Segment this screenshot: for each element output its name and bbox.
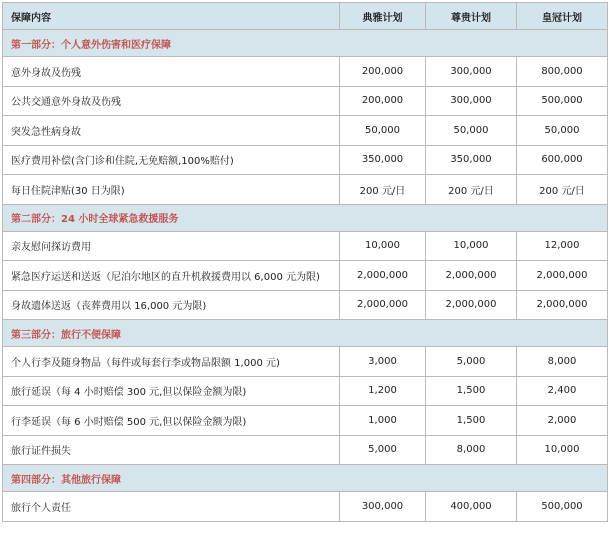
table-row [3, 261, 608, 291]
header-plan-premium: 尊贵计划 [426, 3, 517, 30]
table-row [3, 145, 608, 175]
elegant-plan-value: 350,000 [340, 145, 426, 175]
crown-plan-value: 500,000 [517, 86, 608, 116]
section-header-row [3, 30, 608, 57]
table-row [3, 492, 608, 522]
table-row [3, 347, 608, 377]
premium-plan-value: 1,500 [426, 406, 517, 436]
section-header-row [3, 320, 608, 347]
premium-plan-value: 350,000 [426, 145, 517, 175]
crown-plan-value: 2,400 [517, 376, 608, 406]
insurance-coverage-table-container [2, 2, 607, 548]
elegant-plan-value: 2,000,000 [340, 261, 426, 291]
premium-plan-value: 300,000 [426, 86, 517, 116]
crown-plan-value: 10,000 [517, 435, 608, 465]
elegant-plan-value: 300,000 [340, 492, 426, 522]
coverage-item-cell: 旅行个人责任 [3, 492, 340, 522]
insurance-coverage-table [2, 2, 608, 522]
coverage-item-cell: 身故遗体送返（丧葬费用以 16,000 元为限) [3, 290, 340, 320]
crown-plan-value: 600,000 [517, 145, 608, 175]
elegant-plan-value: 1,200 [340, 376, 426, 406]
elegant-plan-value: 50,000 [340, 116, 426, 146]
coverage-item-cell: 紧急医疗运送和送返（尼泊尔地区的直升机救援费用以 6,000 元为限) [3, 261, 340, 291]
table-row [3, 116, 608, 146]
crown-plan-value: 800,000 [517, 57, 608, 87]
table-header-row [3, 3, 608, 30]
section-title: 第三部分：旅行不便保障 [3, 320, 608, 347]
table-row [3, 376, 608, 406]
section-title: 第二部分：24 小时全球紧急救援服务 [3, 204, 608, 231]
table-row [3, 406, 608, 436]
table-row [3, 57, 608, 87]
elegant-plan-value: 10,000 [340, 231, 426, 261]
section-header-row [3, 204, 608, 231]
header-plan-elegant: 典雅计划 [340, 3, 426, 30]
elegant-plan-value: 3,000 [340, 347, 426, 377]
table-row [3, 435, 608, 465]
coverage-item-cell: 医疗费用补偿(含门诊和住院,无免赔额,100%赔付) [3, 145, 340, 175]
section-title: 第四部分：其他旅行保障 [3, 465, 608, 492]
premium-plan-value: 300,000 [426, 57, 517, 87]
elegant-plan-value: 200 元/日 [340, 175, 426, 205]
header-coverage-item: 保障内容 [3, 3, 340, 30]
crown-plan-value: 500,000 [517, 492, 608, 522]
coverage-item-cell: 每日住院津贴(30 日为限) [3, 175, 340, 205]
section-title: 第一部分：个人意外伤害和医疗保障 [3, 30, 608, 57]
coverage-item-cell: 亲友慰问探访费用 [3, 231, 340, 261]
coverage-item-cell: 行李延误（每 6 小时赔偿 500 元,但以保险金额为限) [3, 406, 340, 436]
premium-plan-value: 5,000 [426, 347, 517, 377]
table-body [3, 30, 608, 522]
coverage-item-cell: 突发急性病身故 [3, 116, 340, 146]
coverage-item-cell: 个人行李及随身物品（每件或每套行李或物品限额 1,000 元) [3, 347, 340, 377]
premium-plan-value: 10,000 [426, 231, 517, 261]
elegant-plan-value: 200,000 [340, 57, 426, 87]
crown-plan-value: 2,000,000 [517, 290, 608, 320]
elegant-plan-value: 200,000 [340, 86, 426, 116]
coverage-item-cell: 意外身故及伤残 [3, 57, 340, 87]
table-row [3, 86, 608, 116]
crown-plan-value: 50,000 [517, 116, 608, 146]
section-header-row [3, 465, 608, 492]
premium-plan-value: 2,000,000 [426, 261, 517, 291]
crown-plan-value: 12,000 [517, 231, 608, 261]
coverage-item-cell: 旅行证件损失 [3, 435, 340, 465]
premium-plan-value: 2,000,000 [426, 290, 517, 320]
premium-plan-value: 200 元/日 [426, 175, 517, 205]
coverage-item-cell: 旅行延误（每 4 小时赔偿 300 元,但以保险金额为限) [3, 376, 340, 406]
table-row [3, 231, 608, 261]
table-row [3, 290, 608, 320]
premium-plan-value: 50,000 [426, 116, 517, 146]
crown-plan-value: 8,000 [517, 347, 608, 377]
header-plan-crown: 皇冠计划 [517, 3, 608, 30]
crown-plan-value: 2,000 [517, 406, 608, 436]
premium-plan-value: 1,500 [426, 376, 517, 406]
table-row [3, 175, 608, 205]
crown-plan-value: 2,000,000 [517, 261, 608, 291]
crown-plan-value: 200 元/日 [517, 175, 608, 205]
elegant-plan-value: 2,000,000 [340, 290, 426, 320]
elegant-plan-value: 1,000 [340, 406, 426, 436]
elegant-plan-value: 5,000 [340, 435, 426, 465]
premium-plan-value: 8,000 [426, 435, 517, 465]
premium-plan-value: 400,000 [426, 492, 517, 522]
coverage-item-cell: 公共交通意外身故及伤残 [3, 86, 340, 116]
